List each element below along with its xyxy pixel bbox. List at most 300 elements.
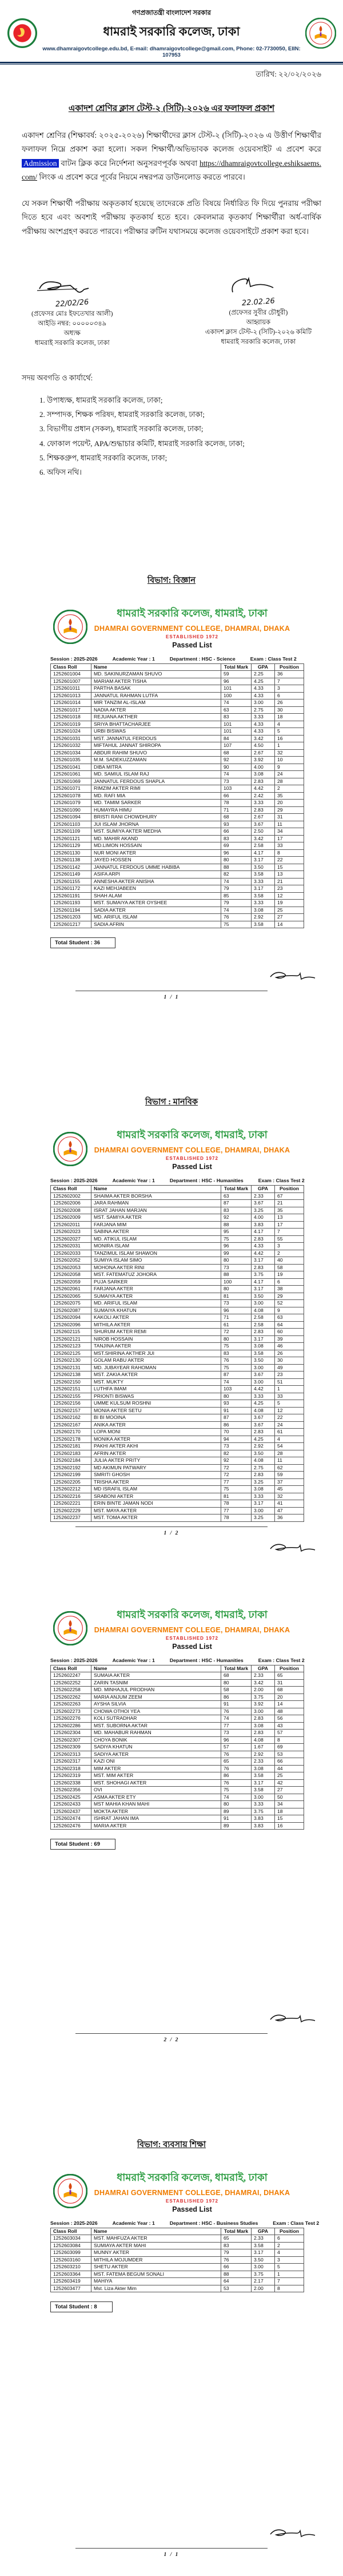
position-cell: 55 bbox=[275, 1235, 304, 1243]
table-row bbox=[51, 1221, 304, 1229]
name-cell: SMRITI GHOSH bbox=[91, 1472, 221, 1479]
table-header-cell: Class Roll bbox=[51, 1665, 91, 1672]
name-cell: KAKOLI AKTER bbox=[91, 1314, 221, 1322]
gpa-cell: 3.33 bbox=[252, 900, 275, 907]
mark-cell: 96 bbox=[221, 849, 252, 857]
roll-cell: 1252601130 bbox=[51, 849, 91, 857]
table-header-cell: Class Roll bbox=[51, 1186, 91, 1193]
gpa-cell: 1.67 bbox=[252, 1744, 275, 1751]
passed-list-title: Passed List bbox=[172, 641, 212, 649]
position-cell: 4 bbox=[275, 1436, 304, 1443]
name-cell: MST. TOMA AKTER bbox=[91, 1514, 221, 1522]
mark-cell: 77 bbox=[221, 1507, 252, 1514]
table-row bbox=[51, 914, 304, 921]
position-cell: 29 bbox=[275, 1293, 304, 1300]
roll-cell: 1252603099 bbox=[51, 2249, 91, 2257]
principal-signature-date: 22/02/26 bbox=[55, 298, 89, 309]
name-cell: SUMAIYA KHATUN bbox=[91, 1307, 221, 1314]
position-cell: 40 bbox=[275, 1257, 304, 1265]
gpa-cell: 3.75 bbox=[252, 1694, 275, 1701]
passed-list-page bbox=[0, 1096, 343, 1575]
gpa-cell: 4.33 bbox=[252, 1243, 275, 1250]
name-cell: MST. JANNATUL FERDOUS bbox=[91, 735, 221, 742]
gpa-cell: 2.33 bbox=[252, 1758, 275, 1766]
gpa-cell: 3.00 bbox=[252, 1794, 275, 1801]
table-row bbox=[51, 1815, 304, 1823]
position-cell: 61 bbox=[275, 1429, 304, 1436]
position-cell: 27 bbox=[275, 1787, 304, 1794]
page-number: 1 / 1 bbox=[163, 995, 180, 1001]
table-row bbox=[51, 1708, 304, 1715]
distribution-item: 6. অফিস নথি। bbox=[47, 465, 321, 479]
mark-cell: 71 bbox=[221, 806, 252, 814]
mark-cell: 78 bbox=[221, 800, 252, 807]
gpa-cell: 3.33 bbox=[252, 1393, 275, 1400]
table-row bbox=[51, 678, 304, 685]
mark-cell: 100 bbox=[221, 1278, 252, 1286]
govt-emblem-icon bbox=[6, 18, 39, 48]
mark-cell: 66 bbox=[221, 792, 252, 800]
session-info-line bbox=[50, 2220, 320, 2226]
roll-cell: 1252601138 bbox=[51, 857, 91, 864]
college-established: ESTABLISHED 1972 bbox=[166, 634, 218, 639]
name-cell: ZARIN TASNIM bbox=[91, 1679, 221, 1687]
mark-cell: 86 bbox=[221, 1772, 252, 1780]
table-row bbox=[51, 757, 304, 764]
gpa-cell: 3.58 bbox=[252, 2242, 275, 2249]
gpa-cell: 2.83 bbox=[252, 1472, 275, 1479]
name-cell: CHOWA OTHOI YEA bbox=[91, 1708, 221, 1715]
name-cell: TANZIMUL ISLAM SHAWON bbox=[91, 1250, 221, 1257]
mark-cell: 80 bbox=[221, 1679, 252, 1687]
name-cell: MD ISRAFIL ISLAM bbox=[91, 1486, 221, 1493]
name-cell: SADIA AFRIN bbox=[91, 921, 221, 928]
name-cell: MD. SAMIUL ISLAM RAJ bbox=[91, 771, 221, 778]
roll-cell: 1252602170 bbox=[51, 1429, 91, 1436]
gpa-cell: 3.08 bbox=[252, 771, 275, 778]
position-cell: 16 bbox=[275, 735, 304, 742]
table-row bbox=[51, 1335, 304, 1343]
gpa-cell: 2.00 bbox=[252, 2285, 275, 2292]
academic-year-label: Academic Year : 1 bbox=[112, 655, 155, 662]
name-cell: MST. ZAKIA AKTER bbox=[91, 1372, 221, 1379]
results-portal-link[interactable]: https://dhamraigovtcollege.eshiksaems.com/ bbox=[22, 158, 321, 181]
table-row bbox=[51, 1801, 304, 1808]
name-cell: MITHILA MOJUMDER bbox=[91, 2256, 221, 2264]
mark-cell: 76 bbox=[221, 914, 252, 921]
name-cell: RIMZIM AKTER RIMI bbox=[91, 785, 221, 793]
name-cell: MST. FATEMA BEGUM SONALI bbox=[91, 2271, 221, 2278]
table-row bbox=[51, 1772, 304, 1780]
gpa-cell: 3.17 bbox=[252, 1286, 275, 1293]
letterhead bbox=[0, 0, 343, 63]
mark-cell: 100 bbox=[221, 692, 252, 699]
table-row bbox=[51, 1264, 304, 1271]
mark-cell: 89 bbox=[221, 1808, 252, 1815]
college-logo-icon bbox=[53, 1611, 87, 1645]
table-row bbox=[51, 871, 304, 878]
principal-role: অধ্যক্ষ bbox=[63, 330, 81, 337]
roll-cell: 1252601071 bbox=[51, 785, 91, 793]
gpa-cell: 4.17 bbox=[252, 1229, 275, 1236]
name-cell: OVI bbox=[91, 1787, 221, 1794]
name-cell: SHAH ALAM bbox=[91, 892, 221, 900]
gpa-cell: 3.33 bbox=[252, 1801, 275, 1808]
mark-cell: 63 bbox=[221, 1192, 252, 1200]
name-cell: SUMIYA ISLAM SIMO bbox=[91, 1257, 221, 1265]
name-cell: CHOYA BONIK bbox=[91, 1736, 221, 1744]
mark-cell: 74 bbox=[221, 771, 252, 778]
mark-cell: 74 bbox=[221, 1794, 252, 1801]
table-row bbox=[51, 1443, 304, 1450]
name-cell: SADIYA KHATUN bbox=[91, 1744, 221, 1751]
name-cell: NIROB HOSSAIN bbox=[91, 1335, 221, 1343]
roll-cell: 1252602252 bbox=[51, 1679, 91, 1687]
gpa-cell: 3.00 bbox=[252, 1300, 275, 1307]
roll-cell: 1252601090 bbox=[51, 806, 91, 814]
results-table bbox=[50, 663, 304, 929]
table-row bbox=[51, 1393, 304, 1400]
college-name-en: DHAMRAI GOVERNMENT COLLEGE, DHAMRAI, DHAKA bbox=[94, 1625, 290, 1634]
roll-cell: 1252601172 bbox=[51, 885, 91, 893]
roll-cell: 1252601041 bbox=[51, 764, 91, 771]
roll-cell: 1252601203 bbox=[51, 914, 91, 921]
roll-cell: 1252602338 bbox=[51, 1779, 91, 1787]
passed-list-sections bbox=[0, 574, 343, 2559]
position-cell: 54 bbox=[275, 1443, 304, 1450]
roll-cell: 1252601121 bbox=[51, 835, 91, 842]
passed-list-title: Passed List bbox=[172, 2205, 212, 2213]
mark-cell: 92 bbox=[221, 1214, 252, 1222]
name-cell: M.M. SADEKUZZAMAN bbox=[91, 757, 221, 764]
mark-cell: 66 bbox=[221, 2264, 252, 2271]
gpa-cell: 2.33 bbox=[252, 2235, 275, 2243]
roll-cell: 1252601011 bbox=[51, 685, 91, 693]
mark-cell: 74 bbox=[221, 878, 252, 885]
position-cell: 3 bbox=[275, 685, 304, 693]
gpa-cell: 4.33 bbox=[252, 685, 275, 693]
name-cell: JANNATUL RAHMAN LUTFA bbox=[91, 692, 221, 699]
position-cell: 63 bbox=[275, 1314, 304, 1322]
position-cell: 20 bbox=[275, 800, 304, 807]
mark-cell: 96 bbox=[221, 1736, 252, 1744]
roll-cell: 1252602131 bbox=[51, 1364, 91, 1372]
convener-committee: একাদশ ক্লাস টেস্ট-২ (সিটি)-২০২৬ কমিটি bbox=[205, 329, 312, 336]
table-row bbox=[51, 1271, 304, 1279]
mark-cell: 83 bbox=[221, 835, 252, 842]
name-cell: MD. ATIKUL ISLAM bbox=[91, 1235, 221, 1243]
mark-cell: 82 bbox=[221, 871, 252, 878]
college-page-header bbox=[0, 605, 343, 649]
gpa-cell: 3.17 bbox=[252, 1335, 275, 1343]
roll-cell: 1252602178 bbox=[51, 1436, 91, 1443]
mark-cell: 84 bbox=[221, 735, 252, 742]
position-cell: 32 bbox=[275, 1493, 304, 1500]
convener-name: (প্রফেসর সুবীর চৌধুরী) bbox=[229, 309, 288, 316]
roll-cell: 1252602059 bbox=[51, 1278, 91, 1286]
footer-rule bbox=[75, 2033, 268, 2034]
gpa-cell: 3.58 bbox=[252, 921, 275, 928]
department-label: Department : HSC - Science bbox=[169, 655, 236, 662]
name-cell: MST. FATEMATUZ JOHORA bbox=[91, 1271, 221, 1279]
mark-cell: 96 bbox=[221, 678, 252, 685]
position-cell: 38 bbox=[275, 1286, 304, 1293]
position-cell: 6 bbox=[275, 692, 304, 699]
distribution-item: 1. উপাধ্যক্ষ, ধামরাই সরকারি কলেজ, ঢাকা; bbox=[47, 393, 321, 407]
principal-id: আইডি নম্বর: ০০০০০৩৪৯ bbox=[38, 320, 107, 327]
roll-cell: 1252602167 bbox=[51, 1421, 91, 1429]
convener-role: আহ্বায়ক bbox=[246, 319, 271, 326]
roll-cell: 1252602313 bbox=[51, 1751, 91, 1758]
roll-cell: 1252602184 bbox=[51, 1457, 91, 1465]
table-row bbox=[51, 1758, 304, 1766]
roll-cell: 1252602130 bbox=[51, 1357, 91, 1365]
roll-cell: 1252602151 bbox=[51, 1386, 91, 1393]
position-cell: 30 bbox=[275, 706, 304, 714]
name-cell: MST. SHOHAGI AKTER bbox=[91, 1779, 221, 1787]
roll-cell: 1252602156 bbox=[51, 1400, 91, 1408]
table-row bbox=[51, 2271, 304, 2278]
mark-cell: 83 bbox=[221, 1207, 252, 1214]
name-cell: JANNATUL FERDOUS UMME HABIBA bbox=[91, 864, 221, 871]
gpa-cell: 2.92 bbox=[252, 1751, 275, 1758]
roll-cell: 1252602319 bbox=[51, 1772, 91, 1780]
gpa-cell: 3.42 bbox=[252, 735, 275, 742]
position-cell: 23 bbox=[275, 1372, 304, 1379]
table-row bbox=[51, 1457, 304, 1465]
gpa-cell: 2.50 bbox=[252, 828, 275, 836]
table-row bbox=[51, 1507, 304, 1514]
table-row bbox=[51, 1278, 304, 1286]
gpa-cell: 4.08 bbox=[252, 1736, 275, 1744]
table-header-row bbox=[51, 2228, 304, 2235]
mark-cell: 83 bbox=[221, 1350, 252, 1357]
passed-list-title: Passed List bbox=[172, 1163, 212, 1171]
mark-cell: 88 bbox=[221, 1221, 252, 1229]
exam-label: Exam : Class Test 2 bbox=[258, 1657, 305, 1663]
session-info-line bbox=[50, 1178, 304, 1183]
table-row bbox=[51, 692, 304, 699]
roll-cell: 1252602065 bbox=[51, 1293, 91, 1300]
table-row bbox=[51, 735, 304, 742]
gpa-cell: 3.50 bbox=[252, 1357, 275, 1365]
roll-cell: 1252602125 bbox=[51, 1350, 91, 1357]
table-header-cell: Total Mark bbox=[221, 663, 252, 671]
name-cell: MST. MUKTY bbox=[91, 1378, 221, 1386]
notice-paragraph-1 bbox=[22, 129, 321, 184]
position-cell: 18 bbox=[275, 1808, 304, 1815]
section-title: বিভাগ: বিজ্ঞান bbox=[147, 575, 196, 585]
position-cell: 48 bbox=[275, 1708, 304, 1715]
mark-cell: 91 bbox=[221, 1815, 252, 1823]
table-row bbox=[51, 1350, 304, 1357]
roll-cell: 1252601061 bbox=[51, 771, 91, 778]
position-cell: 4 bbox=[275, 2249, 304, 2257]
gpa-cell: 4.00 bbox=[252, 764, 275, 771]
table-row bbox=[51, 771, 304, 778]
gpa-cell: 3.33 bbox=[252, 714, 275, 721]
table-row bbox=[51, 706, 304, 714]
name-cell: MST. SUMIYA AKTER MEDHA bbox=[91, 828, 221, 836]
table-row bbox=[51, 1679, 304, 1687]
roll-cell: 1252601018 bbox=[51, 714, 91, 721]
table-header-cell: Total Mark bbox=[221, 2228, 252, 2235]
mark-cell: 75 bbox=[221, 1235, 252, 1243]
gpa-cell: 3.83 bbox=[252, 1822, 275, 1830]
distribution-item: 4. ফোকাল পয়েন্ট, APA/শুদ্ধাচার কমিটি, ধামরাই সরকারি কলেজ, ঢাকা; bbox=[47, 436, 321, 451]
table-row bbox=[51, 1464, 304, 1472]
position-cell: 5 bbox=[275, 1400, 304, 1408]
exam-label: Exam : Class Test 2 bbox=[250, 655, 297, 662]
table-row bbox=[51, 2278, 304, 2285]
gpa-cell: 3.08 bbox=[252, 1486, 275, 1493]
gpa-cell: 3.58 bbox=[252, 1772, 275, 1780]
roll-cell: 1252602258 bbox=[51, 1687, 91, 1694]
college-title: ধামরাই সরকারি কলেজ, ঢাকা bbox=[103, 25, 240, 38]
roll-cell: 1252602286 bbox=[51, 1722, 91, 1730]
table-header-row bbox=[51, 1665, 304, 1672]
principal-name: (প্রফেসর মোঃ ইফতেখার আলী) bbox=[31, 310, 113, 317]
table-row bbox=[51, 1314, 304, 1322]
roll-cell: 1252602027 bbox=[51, 1235, 91, 1243]
roll-cell: 1252601014 bbox=[51, 699, 91, 707]
roll-cell: 1252603160 bbox=[51, 2256, 91, 2264]
page-spacer bbox=[0, 2312, 343, 2523]
mark-cell: 81 bbox=[221, 1293, 252, 1300]
mark-cell: 74 bbox=[221, 907, 252, 914]
table-row bbox=[51, 1687, 304, 1694]
position-cell: 41 bbox=[275, 1500, 304, 1508]
position-cell: 2 bbox=[275, 785, 304, 793]
roll-cell: 1252602276 bbox=[51, 1715, 91, 1723]
session-label: Session : 2025-2026 bbox=[50, 1657, 98, 1663]
passed-list-page bbox=[0, 1607, 343, 2044]
name-cell: AYSHA SILVIA bbox=[91, 1701, 221, 1708]
roll-cell: 1252601194 bbox=[51, 907, 91, 914]
roll-cell: 1252601191 bbox=[51, 892, 91, 900]
gpa-cell: 4.33 bbox=[252, 721, 275, 728]
table-row bbox=[51, 1472, 304, 1479]
table-row bbox=[51, 1450, 304, 1457]
position-cell: 9 bbox=[275, 1307, 304, 1314]
position-cell: 53 bbox=[275, 1751, 304, 1758]
table-row bbox=[51, 714, 304, 721]
table-header-cell: Name bbox=[91, 663, 221, 671]
roll-cell: 1252601149 bbox=[51, 871, 91, 878]
position-cell: 34 bbox=[275, 1801, 304, 1808]
mark-cell: 83 bbox=[221, 2242, 252, 2249]
gpa-cell: 4.33 bbox=[252, 728, 275, 736]
name-cell: MST. SUBORNA AKTAR bbox=[91, 1722, 221, 1730]
results-table bbox=[50, 1185, 304, 1522]
college-logo-icon bbox=[53, 2174, 87, 2208]
roll-cell: 1252602221 bbox=[51, 1500, 91, 1508]
roll-cell: 1252601142 bbox=[51, 864, 91, 871]
name-cell: MAHIYA bbox=[91, 2278, 221, 2285]
table-row bbox=[51, 1765, 304, 1772]
gpa-cell: 3.25 bbox=[252, 1478, 275, 1486]
mark-cell: 73 bbox=[221, 1264, 252, 1271]
roll-cell: 1252602317 bbox=[51, 1758, 91, 1766]
gpa-cell: 3.58 bbox=[252, 892, 275, 900]
roll-cell: 1252602162 bbox=[51, 1414, 91, 1422]
table-row bbox=[51, 1293, 304, 1300]
name-cell: MD. JUBAYEAR RAHOMAN bbox=[91, 1364, 221, 1372]
page-footer bbox=[0, 2548, 343, 2559]
table-row bbox=[51, 1486, 304, 1493]
mark-cell: 75 bbox=[221, 1787, 252, 1794]
position-cell: 47 bbox=[275, 1507, 304, 1514]
page-signature-scribble bbox=[268, 969, 317, 986]
name-cell: NADIA AKTER bbox=[91, 706, 221, 714]
table-row bbox=[51, 1672, 304, 1680]
position-cell: 36 bbox=[275, 671, 304, 678]
position-cell: 9 bbox=[275, 764, 304, 771]
position-cell: 19 bbox=[275, 1271, 304, 1279]
name-cell: BI BI MOOINA bbox=[91, 1414, 221, 1422]
mark-cell: 80 bbox=[221, 1335, 252, 1343]
page-spacer bbox=[0, 1558, 343, 1575]
table-row bbox=[51, 792, 304, 800]
mark-cell: 80 bbox=[221, 1257, 252, 1265]
position-cell: 58 bbox=[275, 1264, 304, 1271]
name-cell: MD. RAFI MIA bbox=[91, 792, 221, 800]
gpa-cell: 3.50 bbox=[252, 1450, 275, 1457]
name-cell: MIR TANZIM AL-ISLAM bbox=[91, 699, 221, 707]
position-cell: 60 bbox=[275, 1329, 304, 1336]
gpa-cell: 3.58 bbox=[252, 1350, 275, 1357]
name-cell: MITHILA AKTER bbox=[91, 1321, 221, 1329]
name-cell: KAZI ONI bbox=[91, 1758, 221, 1766]
mark-cell: 92 bbox=[221, 1457, 252, 1465]
roll-cell: 1252602318 bbox=[51, 1765, 91, 1772]
roll-cell: 1252602474 bbox=[51, 1815, 91, 1823]
mark-cell: 73 bbox=[221, 778, 252, 785]
table-row bbox=[51, 721, 304, 728]
table-row bbox=[51, 1400, 304, 1408]
roll-cell: 1252602009 bbox=[51, 1214, 91, 1222]
mark-cell: 77 bbox=[221, 1478, 252, 1486]
roll-cell: 1252603477 bbox=[51, 2285, 91, 2292]
mark-cell: 73 bbox=[221, 1443, 252, 1450]
college-page-header bbox=[0, 1607, 343, 1651]
gpa-cell: 3.17 bbox=[252, 1257, 275, 1265]
college-name-en: DHAMRAI GOVERNMENT COLLEGE, DHAMRAI, DHAKA bbox=[94, 1146, 290, 1155]
position-cell: 14 bbox=[275, 921, 304, 928]
name-cell: SHETU AKTER bbox=[91, 2264, 221, 2271]
position-cell: 5 bbox=[275, 728, 304, 736]
table-row bbox=[51, 1514, 304, 1522]
mark-cell: 68 bbox=[221, 749, 252, 757]
gpa-cell: 2.58 bbox=[252, 1321, 275, 1329]
gpa-cell: 4.08 bbox=[252, 1407, 275, 1414]
college-name-en: DHAMRAI GOVERNMENT COLLEGE, DHAMRAI, DHAKA bbox=[94, 2188, 290, 2197]
name-cell: JULIA AKTER PRITY bbox=[91, 1457, 221, 1465]
name-cell: PRIONTI BISWAS bbox=[91, 1393, 221, 1400]
mark-cell: 74 bbox=[221, 699, 252, 707]
position-cell: 49 bbox=[275, 1364, 304, 1372]
distribution-heading: সদয় অবগতি ও কার্যার্থে: bbox=[22, 373, 93, 382]
position-cell: 21 bbox=[275, 878, 304, 885]
table-row bbox=[51, 1235, 304, 1243]
position-cell: 11 bbox=[275, 821, 304, 828]
position-cell: 24 bbox=[275, 771, 304, 778]
gpa-cell: 3.33 bbox=[252, 1493, 275, 1500]
gpa-cell: 3.75 bbox=[252, 1808, 275, 1815]
position-cell: 1 bbox=[275, 1386, 304, 1393]
table-row bbox=[51, 900, 304, 907]
table-row bbox=[51, 685, 304, 693]
